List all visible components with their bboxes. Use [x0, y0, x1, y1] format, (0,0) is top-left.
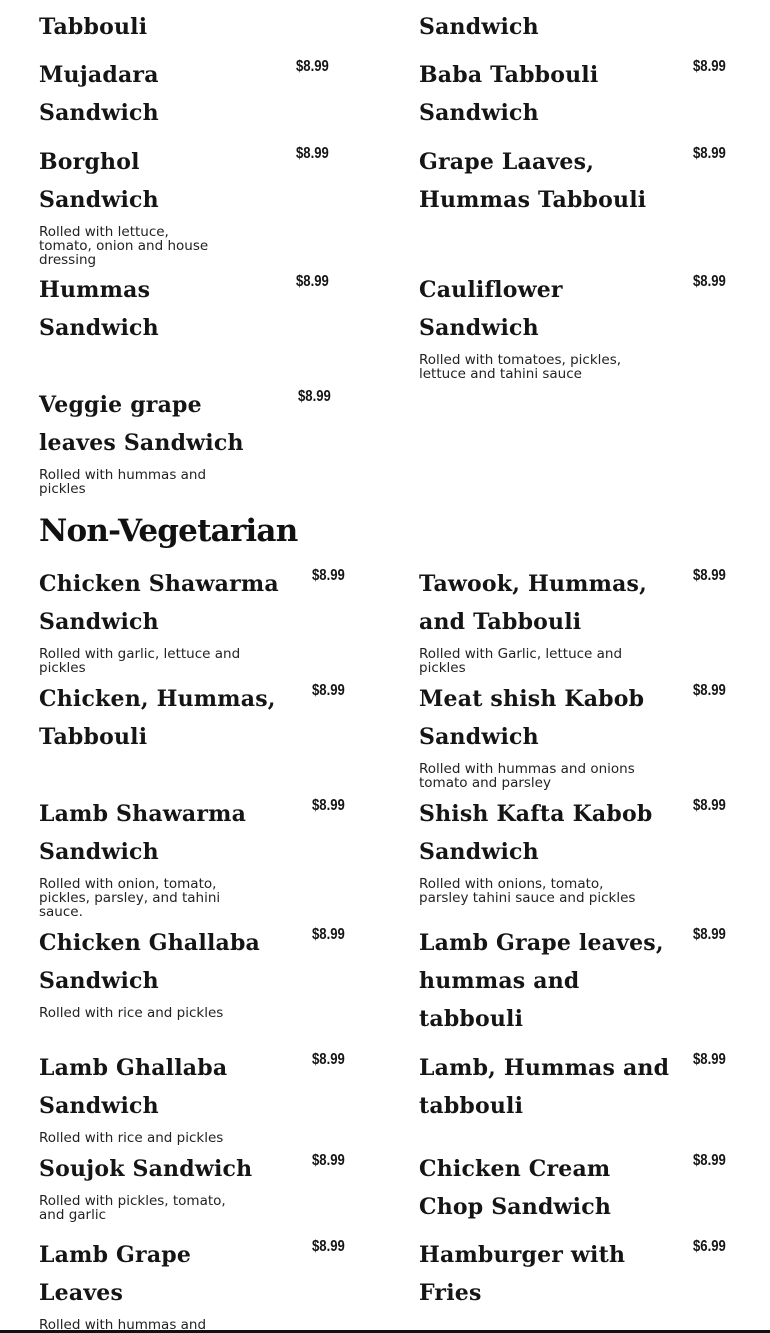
item-name-line: Veggie grape — [39, 392, 202, 418]
item-name-line: Sandwich — [419, 14, 539, 40]
item-description-line: sauce. — [39, 904, 83, 920]
item-price: $8.99 — [693, 797, 726, 814]
item-price: $8.99 — [312, 1051, 345, 1068]
item-name-line: and Tabbouli — [419, 609, 582, 635]
item-description-line: Rolled with pickles, tomato, — [39, 1193, 226, 1209]
item-description-line: Rolled with tomatoes, pickles, — [419, 352, 622, 368]
item-description-line: tomato and parsley — [419, 775, 551, 791]
item-name-line: Lamb, Hummas and — [419, 1055, 670, 1081]
item-price: $8.99 — [312, 682, 345, 699]
item-description-line: Rolled with onions, tomato, — [419, 876, 604, 892]
item-name-line: Mujadara — [39, 62, 159, 88]
item-name-line: Sandwich — [419, 100, 539, 126]
item-name-line: Fries — [419, 1280, 482, 1306]
item-name-line: Sandwich — [39, 1093, 159, 1119]
item-description-line: Rolled with onion, tomato, — [39, 876, 217, 892]
item-description-line: parsley tahini sauce and pickles — [419, 890, 636, 906]
item-name-line: hummas and — [419, 968, 580, 994]
item-description-line: Rolled with hummas and — [39, 467, 207, 483]
item-name-line: tabbouli — [419, 1093, 524, 1119]
item-price: $8.99 — [312, 926, 345, 943]
item-description-line: Rolled with rice and pickles — [39, 1130, 224, 1146]
item-description-line: pickles — [39, 481, 86, 497]
section-title-non-vegetarian: Non-Vegetarian — [39, 513, 298, 549]
item-description-line: Rolled with lettuce, — [39, 224, 169, 240]
item-name-line: Baba Tabbouli — [419, 62, 599, 88]
item-price: $8.99 — [296, 145, 329, 162]
item-name-line: Cauliflower — [419, 277, 563, 303]
item-description-line: Rolled with garlic, lettuce and — [39, 646, 241, 662]
item-name-line: Tabbouli — [39, 724, 148, 750]
item-name-line: Chicken, Hummas, — [39, 686, 276, 712]
item-name-line: Chicken Shawarma — [39, 571, 279, 597]
item-name-line: Shish Kafta Kabob — [419, 801, 653, 827]
item-price: $8.99 — [298, 388, 331, 405]
item-price: $8.99 — [312, 1152, 345, 1169]
item-name-line: Chop Sandwich — [419, 1194, 612, 1220]
item-name-line: Lamb Shawarma — [39, 801, 247, 827]
item-name-line: Tabbouli — [39, 14, 148, 40]
item-name-line: Soujok Sandwich — [39, 1156, 253, 1182]
item-description-line: and garlic — [39, 1207, 107, 1223]
item-name-line: Hummas — [39, 277, 151, 303]
item-name-line: Sandwich — [419, 839, 539, 865]
item-name-line: Lamb Ghallaba — [39, 1055, 228, 1081]
item-price: $8.99 — [693, 273, 726, 290]
item-description-line: Rolled with Garlic, lettuce and — [419, 646, 623, 662]
item-name-line: Lamb Grape — [39, 1242, 192, 1268]
item-description-line: pickles — [39, 660, 86, 676]
item-name-line: Grape Laaves, — [419, 149, 595, 175]
item-price: $8.99 — [296, 58, 329, 75]
item-name-line: Meat shish Kabob — [419, 686, 645, 712]
item-price: $8.99 — [693, 682, 726, 699]
item-price: $8.99 — [296, 273, 329, 290]
item-price: $8.99 — [312, 797, 345, 814]
item-price: $8.99 — [312, 1238, 345, 1255]
item-name-line: Sandwich — [39, 187, 159, 213]
item-name-line: Sandwich — [39, 968, 159, 994]
item-name-line: leaves Sandwich — [39, 430, 244, 456]
item-name-line: Sandwich — [419, 724, 539, 750]
item-price: $6.99 — [693, 1238, 726, 1255]
item-description-line: dressing — [39, 252, 97, 268]
item-price: $8.99 — [693, 926, 726, 943]
item-name-line: tabbouli — [419, 1006, 524, 1032]
item-name-line: Lamb Grape leaves, — [419, 930, 664, 956]
item-price: $8.99 — [693, 1051, 726, 1068]
item-description-line: Rolled with hummas and — [39, 1317, 207, 1333]
item-name-line: Sandwich — [419, 315, 539, 341]
item-name-line: Borghol — [39, 149, 140, 175]
item-description-line: pickles, parsley, and tahini — [39, 890, 221, 906]
item-name-line: Chicken Ghallaba — [39, 930, 260, 956]
item-description-line: pickles — [419, 660, 466, 676]
item-price: $8.99 — [693, 1152, 726, 1169]
item-description-line: lettuce and tahini sauce — [419, 366, 582, 382]
item-name-line: Hummas Tabbouli — [419, 187, 647, 213]
item-name-line: Sandwich — [39, 609, 159, 635]
item-price: $8.99 — [693, 567, 726, 584]
item-name-line: Sandwich — [39, 839, 159, 865]
item-name-line: Leaves — [39, 1280, 124, 1306]
item-description-line: tomato, onion and house — [39, 238, 209, 254]
item-name-line: Tawook, Hummas, — [419, 571, 648, 597]
item-description-line: Rolled with hummas and onions — [419, 761, 635, 777]
item-name-line: Chicken Cream — [419, 1156, 611, 1182]
item-price: $8.99 — [693, 58, 726, 75]
item-name-line: Sandwich — [39, 315, 159, 341]
item-price: $8.99 — [312, 567, 345, 584]
item-price: $8.99 — [693, 145, 726, 162]
item-description-line: Rolled with rice and pickles — [39, 1005, 224, 1021]
item-name-line: Sandwich — [39, 100, 159, 126]
item-name-line: Hamburger with — [419, 1242, 626, 1268]
